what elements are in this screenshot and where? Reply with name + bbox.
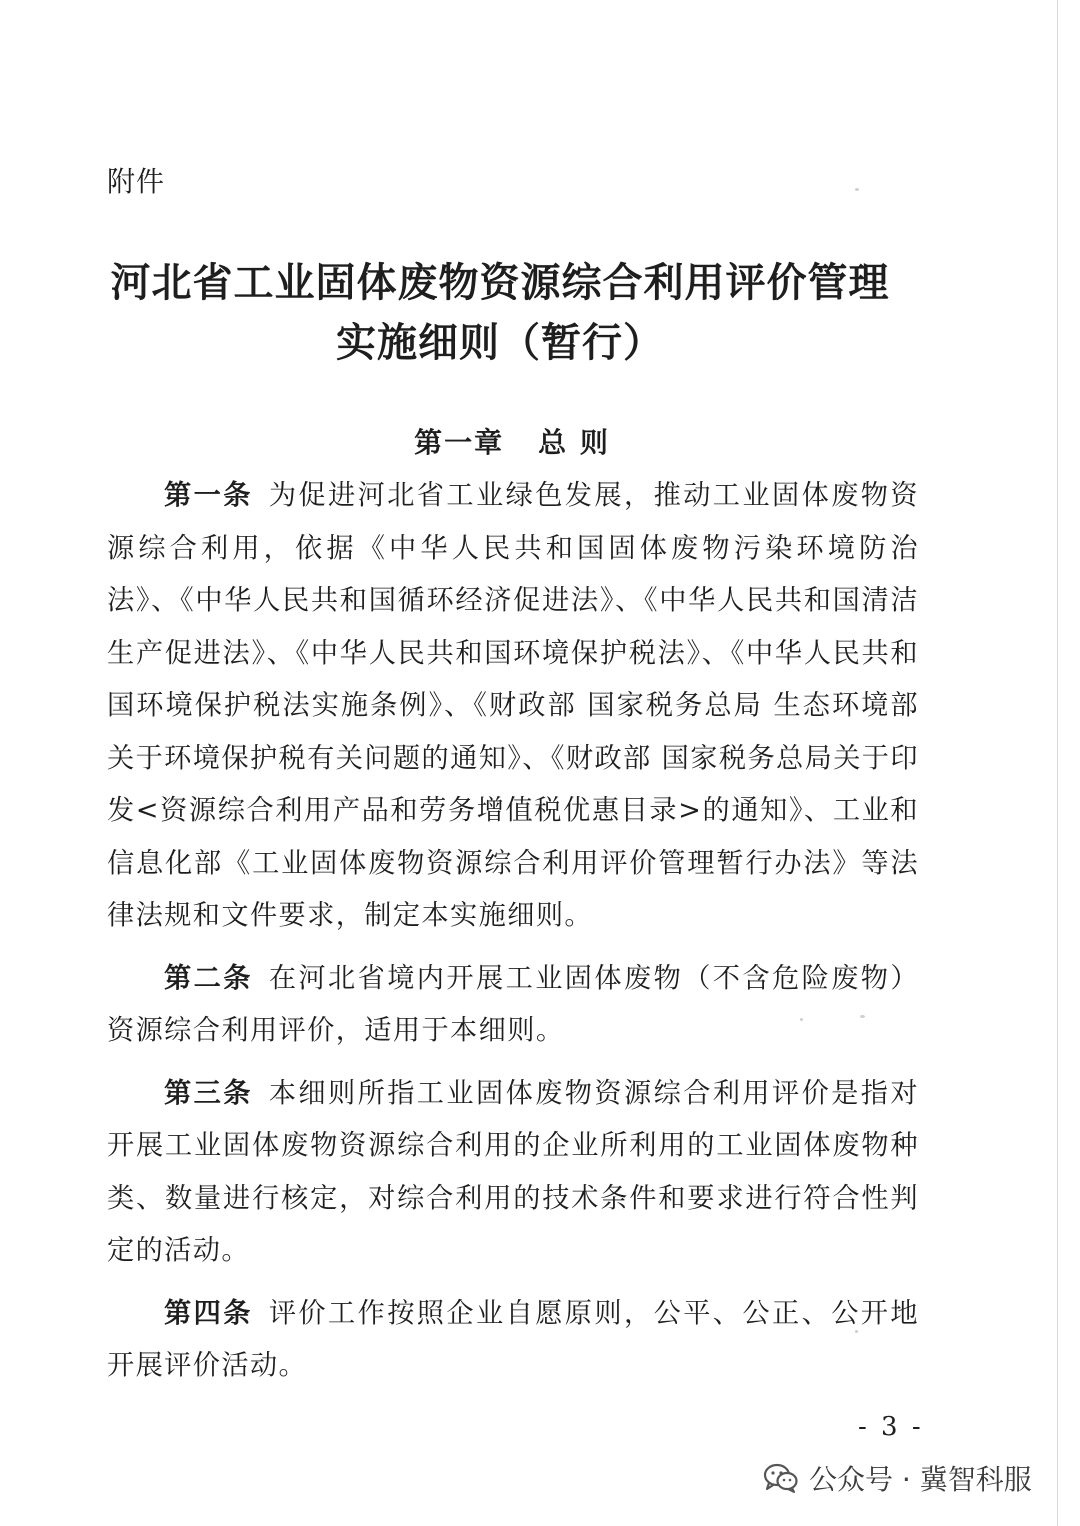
article-2 <box>107 953 919 1058</box>
page-number: - 3 - <box>858 1412 924 1442</box>
article-text: 本细则所指工业固体废物资源综合利用评价是指对开展工业固体废物资源综合利用的企业所利用的工业固体废物种类、数量进行核定，对综合利用的技术条件和要求进行符合性判定的活动。 <box>107 1077 919 1266</box>
article-label: 第二条 <box>164 962 253 994</box>
chapter-name: 总 则 <box>538 426 610 459</box>
watermark-text: 公众号 · 冀智科服 <box>809 1463 1032 1496</box>
scan-speck <box>860 1015 865 1018</box>
document-body <box>107 470 919 1403</box>
chapter-heading <box>0 421 1024 461</box>
article-1 <box>107 470 919 943</box>
chapter-number: 第一章 <box>414 426 505 459</box>
scan-speck <box>800 1018 803 1021</box>
page-edge <box>1057 0 1058 1526</box>
wechat-icon <box>763 1463 799 1493</box>
article-4 <box>107 1288 919 1393</box>
article-label: 第三条 <box>164 1077 253 1109</box>
article-label: 第一条 <box>164 480 253 511</box>
scan-speck <box>855 188 859 191</box>
document-title-line-1: 河北省工业固体废物资源综合利用评价管理 <box>110 259 890 306</box>
document-title-line-2: 实施细则（暂行） <box>336 319 664 366</box>
article-text: 在河北省境内开展工业固体废物（不含危险废物）资源综合利用评价，适用于本细则。 <box>107 962 919 1046</box>
watermark <box>763 1458 1032 1498</box>
article-text: 为促进河北省工业绿色发展，推动工业固体废物资源综合利用，依据《中华人民共和国固体废物污染环境防治法》、《中华人民共和国循环经济促进法》、《中华人民共和国清洁生产促进法》、《中华人民共和国环境保护税法》、《中华人民共和国环境保护税法实施条例》、《财政部 国家税务总局 生态环境部关于环境保护税有关问题的通知》、《财政部 国家税务总局关于印发<资源综合利用产品和劳务增值税优惠目录>的通知》、工业和信息化部《工业固体废物资源综合利用评价管理暂行办法》等法律法规和文件要求，制定本实施细则。 <box>107 480 919 931</box>
attachment-label: 附件 <box>107 165 166 198</box>
article-text: 评价工作按照企业自愿原则，公平、公正、公开地开展评价活动。 <box>107 1297 919 1381</box>
scan-speck <box>855 1330 858 1333</box>
document-title <box>0 253 1000 373</box>
article-label: 第四条 <box>164 1297 253 1329</box>
article-3 <box>107 1068 919 1278</box>
